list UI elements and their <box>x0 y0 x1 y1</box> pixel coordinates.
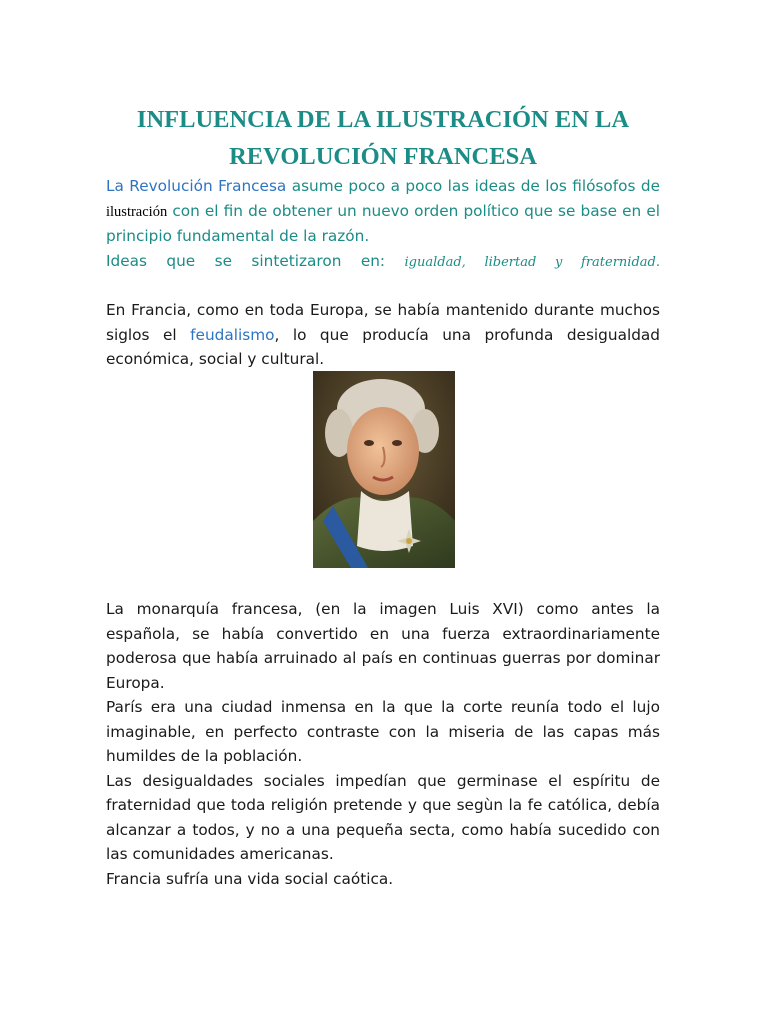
feudalismo-link[interactable]: feudalismo <box>190 325 275 344</box>
intro-text-2: con el fin de obtener un nuevo orden político que se base en el principio fundamental de la razón. <box>106 201 660 245</box>
intro-paragraph <box>106 174 660 275</box>
monarquia-paragraph: La monarquía francesa, (en la imagen Luis XVI) como antes la española, se había convertido en una fuerza extraordinariamente poderosa que había arruinado al país en continuas guerras por dominar Europa. <box>106 600 660 692</box>
body-paragraphs <box>106 597 660 891</box>
ideas-values: igualdad, libertad y fraternidad. <box>404 254 660 270</box>
luis-xvi-portrait <box>313 371 455 568</box>
title-line-2: REVOLUCIÓN FRANCESA <box>229 143 537 170</box>
desigualdades-paragraph: Las desigualdades sociales impedían que germinase el espíritu de fraternidad que toda religión pretende y que segùn la fe católica, debía alcanzar a todos, y no a una pequeña secta, como había sucedido con las comunidades americanas. <box>106 771 660 863</box>
intro-text-1: asume poco a poco las ideas de los filósofos de <box>286 177 660 195</box>
portrait-image <box>313 371 455 568</box>
ideas-prefix: Ideas que se sintetizaron en: <box>106 251 405 270</box>
feudal-text-1: En Francia, como en toda Europa, se había mantenido durante muchos siglos el <box>106 301 660 344</box>
ilustracion-term: ilustración <box>106 203 168 220</box>
paris-paragraph: París era una ciudad inmensa en la que la corte reunía todo el lujo imaginable, en perfecto contraste con la miseria de las capas más humildes de la población. <box>106 698 660 765</box>
revolucion-francesa-link[interactable]: La Revolución Francesa <box>106 177 287 195</box>
document-title <box>106 101 660 175</box>
title-line-1: INFLUENCIA DE LA ILUSTRACIÓN EN LA <box>136 106 630 133</box>
feudalismo-paragraph <box>106 298 660 372</box>
francia-paragraph: Francia sufría una vida social caótica. <box>106 869 394 888</box>
feudal-text-2: , lo que producía una profunda desigualdad económica, social y cultural. <box>106 325 660 368</box>
